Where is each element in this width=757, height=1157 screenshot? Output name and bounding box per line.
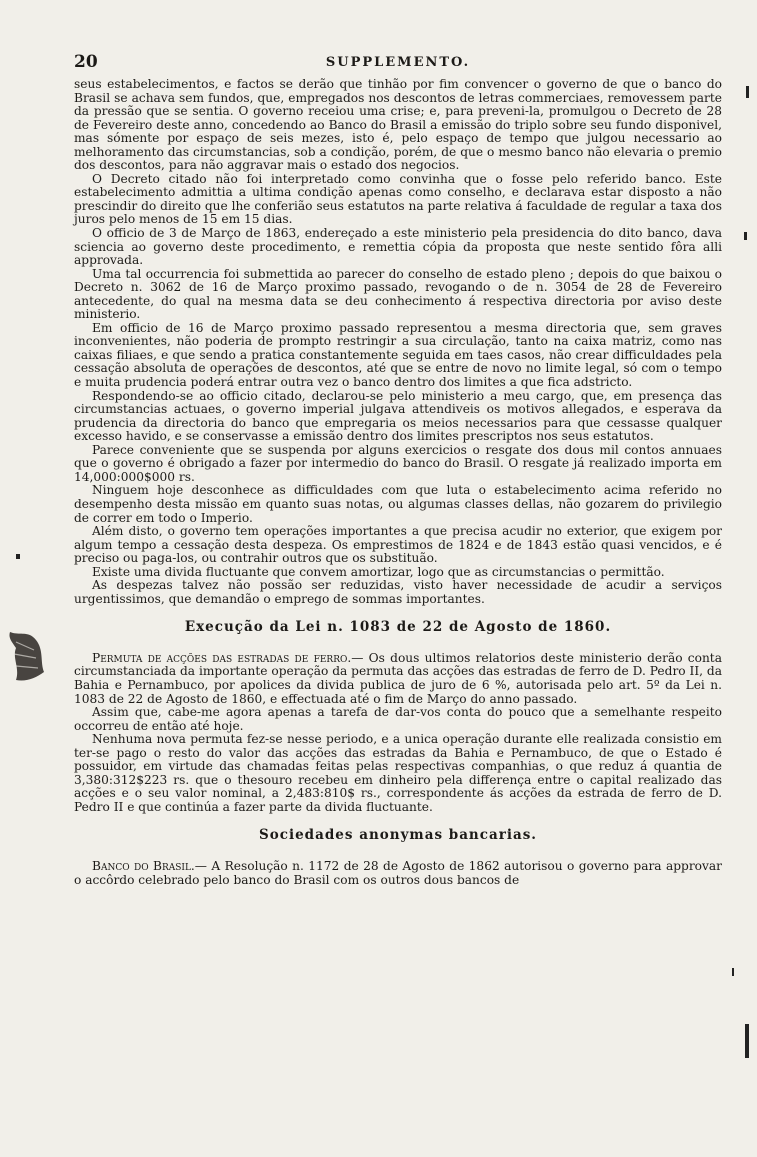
- paragraph: Parece conveniente que se suspenda por alguns exercicios o resgate dos dous mil contos annuaes que o governo é obrigado a fazer por intermedio do banco do Brasil. O resgate já realizado importa em 14,000:000$000 rs.: [74, 442, 722, 484]
- paragraph-text: — Os dous ultimos relatorios deste ministerio derão conta circumstanciada da importante operação da permuta das acções das estradas de ferro de D. Pedro II, da Bahia e Pernambuco, por apolices da divida publica de juro de 6 %, autorisada pelo art. 5º da Lei n. 1083 de 22 de Agosto de 1860, e effectuada até o fim de Março do anno passado.: [74, 650, 722, 706]
- ink-blot-decoration: [6, 628, 46, 684]
- paragraph: O Decreto citado não foi interpretado como convinha que o fosse pelo referido banco. Este estabelecimento admittia a ultima condição apenas como conselho, e declarava estar disposto a não prescindir do direito que lhe conferião seus estatutos na parte relativa á faculdade de regular a taxa dos juros pelo menos de 15 em 15 dias.: [74, 171, 723, 227]
- paragraph-text: — A Resolução n. 1172 de 28 de Agosto de 1862 autorisou o governo para approvar o accôrdo celebrado pelo banco do Brasil com os outros dous bancos de: [74, 858, 722, 887]
- section-title-sociedades: Sociedades anonymas bancarias.: [258, 827, 538, 844]
- paragraph: Respondendo-se ao officio citado, declarou-se pelo ministerio a meu cargo, que, em presença das circumstancias actuaes, o governo imperial julgava attendiveis os motivos allegados, e esperava da prudencia da directoria do banco que empregaria os meios necessarios para que cessasse qualquer excesso havido, e se conservasse a emissão dentro dos limites prescriptos nos seus estatutos.: [74, 388, 722, 444]
- paragraph-lead-in: Permuta de acções das estradas de ferro.: [92, 650, 352, 665]
- body-text: [74, 78, 722, 887]
- margin-mark: [16, 554, 20, 559]
- page-number: 20: [74, 52, 98, 72]
- paragraph-banco-do-brasil: [74, 860, 722, 887]
- margin-mark: [745, 1024, 749, 1058]
- page-header: [74, 52, 722, 78]
- paragraph: As despezas talvez não possão ser reduzidas, visto haver necessidade de acudir a serviços urgentissimos, que demandão o emprego de sommas importantes.: [74, 578, 722, 606]
- paragraph-lead-in: Banco do Brasil.: [92, 858, 195, 873]
- paragraph: Além disto, o governo tem operações importantes a que precisa acudir no exterior, que exigem por algum tempo a cessação desta despeza. Os emprestimos de 1824 e de 1843 estão quasi vencidos, e é preciso ou paga-los, ou contrahir outros que os substituão.: [74, 524, 722, 566]
- section-title-lei-1083: Execução da Lei n. 1083 de 22 de Agosto de 1860.: [184, 619, 612, 636]
- paragraph: Ninguem hoje desconhece as difficuldades com que luta o estabelecimento acima referido no desempenho desta missão em quanto suas notas, ou algumas classes dellas, não gozarem do privilegio de correr em todo o Imperio.: [74, 483, 722, 525]
- paragraph: O officio de 3 de Março de 1863, endereçado a este ministerio pela presidencia do dito banco, dava sciencia ao governo deste procedimento, e remettia cópia da proposta que neste sentido fôra alli approvada.: [74, 226, 722, 268]
- paragraph: Nenhuma nova permuta fez-se nesse periodo, e a unica operação durante elle realizada consistio em ter-se pago o resto do valor das acções das estradas da Bahia e Pernambuco, de que o Estado é possuidor, em virtude das chamadas feitas pelas respectivas companhias, o que reduz á quantia de 3,380:312$223 rs. que o thesouro recebeu em dinheiro pela differença entre o capital realizado das acções e o seu valor nominal, a 2,483:810$ rs., correspondente ás acções da estrada de ferro de D. Pedro II e que continúa a fazer parte da divida fluctuante.: [74, 732, 722, 814]
- margin-mark: [732, 968, 734, 976]
- paragraph: Existe uma divida fluctuante que convem amortizar, logo que as circumstancias o permittão.: [92, 564, 665, 579]
- margin-mark: [744, 232, 747, 240]
- paragraph-permuta: [74, 652, 722, 706]
- paragraph: Uma tal occurrencia foi submettida ao parecer do conselho de estado pleno ; depois do que baixou o Decreto n. 3062 de 16 de Março proximo passado, revogando o de n. 3054 de 28 de Fevereiro antecedente, do qual na mesma data se deu conhecimento á respectiva directoria por aviso deste ministerio.: [74, 266, 722, 322]
- paragraph: seus estabelecimentos, e factos se derão que tinhão por fim convencer o governo de que o banco do Brasil se achava sem fundos, que, empregados nos descontos de letras commerciaes, removessem parte da pressão que se sentia. O governo receiou uma crise; e, para preveni-la, promulgou o Decreto de 28 de Fevereiro deste anno, concedendo ao Banco do Brasil a emissão do triplo sobre seu fundo disponivel, mas sómente por espaço de seis mezes, isto é, pelo espaço de tempo que julgou necessario ao melhoramento das circumstancias, sob a condição, porém, de que o mesmo banco não elevaria o premio dos descontos, para não aggravar mais o estado dos negocios.: [74, 77, 722, 173]
- paragraph: Assim que, cabe-me agora apenas a tarefa de dar-vos conta do pouco que a semelhante respeito occorreu de então até hoje.: [74, 705, 722, 733]
- running-head: SUPPLEMENTO.: [325, 55, 471, 70]
- paragraph: Em officio de 16 de Março proximo passado representou a mesma directoria que, sem graves inconvenientes, não poderia de prompto restringir a sua circulação, tanto na caixa matriz, como nas caixas filiaes, e que sendo a pratica constantemente seguida em taes casos, não crear difficuldades pela cessação absoluta de operações de descontos, até que se entre de novo no limite legal, só com o tempo e muita prudencia poderá entrar outra vez o banco dentro dos limites a que fica adstricto.: [74, 320, 722, 390]
- margin-mark: [746, 86, 749, 98]
- document-page: [74, 52, 722, 887]
